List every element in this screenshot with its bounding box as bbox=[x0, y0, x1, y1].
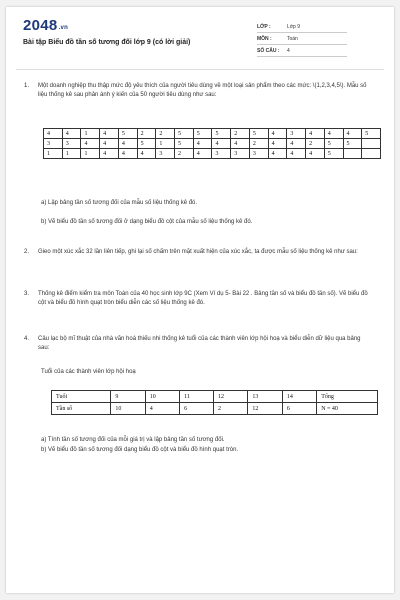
table-cell: 4 bbox=[287, 149, 306, 159]
question-number: 3. bbox=[24, 291, 30, 297]
table-cell: 4 bbox=[145, 403, 179, 415]
table-cell: 4 bbox=[100, 149, 119, 159]
table-cell: 1 bbox=[81, 129, 100, 139]
question-part: a) Lập bảng tần số tương đối của mẫu số liệu thống kê đó. bbox=[41, 200, 198, 206]
document-page bbox=[6, 7, 394, 593]
question-part: b) Vẽ biểu đồ tần số tương đối ở dạng biểu đồ cột của mẫu số liệu thống kê đó. bbox=[41, 219, 253, 225]
table-cell: N = 40 bbox=[317, 403, 378, 415]
table-cell: 2 bbox=[137, 129, 156, 139]
table-cell: 3 bbox=[156, 149, 175, 159]
question-number: 2. bbox=[24, 249, 30, 255]
table-cell: 4 bbox=[324, 129, 343, 139]
table-cell bbox=[362, 139, 381, 149]
table-cell: 2 bbox=[249, 139, 268, 149]
table-cell: 3 bbox=[62, 139, 81, 149]
meta-class bbox=[257, 24, 347, 30]
table-cell: Tổng bbox=[317, 391, 378, 403]
table-cell: 2 bbox=[214, 403, 248, 415]
question-text: Thống kê điểm kiểm tra môn Toán của 40 học sinh lớp 9C (Xem Ví dụ 5- Bài 22 . Bảng tần số và biểu đồ tần số). Vẽ biểu đồ cột và biểu đồ hình quạt tròn biểu diễn các số liệu thống kê đó. bbox=[38, 291, 368, 306]
table-cell: 6 bbox=[180, 403, 214, 415]
table-cell: 4 bbox=[118, 149, 137, 159]
table-cell: 5 bbox=[249, 129, 268, 139]
table-cell: 4 bbox=[268, 129, 287, 139]
table-cell: 3 bbox=[44, 139, 63, 149]
table-cell: 4 bbox=[306, 129, 325, 139]
table-row bbox=[44, 129, 381, 139]
table-cell: 4 bbox=[118, 139, 137, 149]
meta-label: SỐ CÂU : bbox=[257, 48, 280, 54]
question-part: b) Vẽ biểu đồ tần số tương đối dạng biểu đồ cột và biểu đồ hình quạt tròn. bbox=[41, 447, 239, 453]
table-cell bbox=[362, 149, 381, 159]
table-cell: 5 bbox=[175, 129, 194, 139]
logo-text: 2048 bbox=[23, 17, 58, 34]
question-4 bbox=[24, 335, 373, 353]
table-cell: 4 bbox=[268, 149, 287, 159]
table-caption: Tuổi của các thành viên lớp hội hoạ bbox=[41, 369, 136, 375]
table-cell: 11 bbox=[180, 391, 214, 403]
table-cell: 5 bbox=[212, 129, 231, 139]
meta-value: Toán bbox=[287, 36, 298, 42]
table-cell: 1 bbox=[62, 149, 81, 159]
divider bbox=[257, 56, 347, 57]
table-cell: Tuổi bbox=[52, 391, 111, 403]
table-cell: 5 bbox=[324, 139, 343, 149]
table-row bbox=[44, 139, 381, 149]
table-cell: 5 bbox=[193, 129, 212, 139]
table-cell: 5 bbox=[343, 139, 362, 149]
table-cell: 1 bbox=[156, 139, 175, 149]
table-cell: 4 bbox=[100, 129, 119, 139]
meta-value: 4 bbox=[287, 48, 290, 54]
table-cell: 9 bbox=[111, 391, 145, 403]
question-part: a) Tính tần số tương đối của mỗi giá trị và lập bảng tần số tương đối. bbox=[41, 437, 225, 443]
divider bbox=[257, 32, 347, 33]
table-cell: 5 bbox=[324, 149, 343, 159]
table-row bbox=[52, 403, 378, 415]
table-cell: 14 bbox=[282, 391, 316, 403]
table-cell: 4 bbox=[287, 139, 306, 149]
data-table-q4 bbox=[51, 390, 378, 415]
meta-subject bbox=[257, 36, 347, 42]
document-title: Bài tập Biểu đồ tần số tương đối lớp 9 (có lời giải) bbox=[23, 39, 191, 46]
meta-value: Lớp 9 bbox=[287, 24, 301, 30]
site-logo[interactable] bbox=[23, 17, 68, 34]
question-number: 4. bbox=[24, 336, 30, 342]
table-cell: 10 bbox=[145, 391, 179, 403]
table-cell: 4 bbox=[193, 149, 212, 159]
table-cell: 10 bbox=[111, 403, 145, 415]
question-3 bbox=[24, 290, 376, 308]
question-text: Một doanh nghiệp thu thập mức độ yêu thích của người tiêu dùng về một loại sản phẩm theo các mức: \(1,2,3,4,5\). Mẫu số liệu thống kê sau phản ánh ý kiến của 50 người tiêu dùng như sau: bbox=[38, 83, 367, 98]
meta-label: LỚP : bbox=[257, 24, 271, 30]
table-cell: 5 bbox=[362, 129, 381, 139]
table-cell: 12 bbox=[214, 391, 248, 403]
table-cell: 3 bbox=[249, 149, 268, 159]
logo-suffix: .vn bbox=[58, 25, 69, 31]
table-cell: 4 bbox=[81, 139, 100, 149]
table-cell: 2 bbox=[231, 129, 250, 139]
table-cell: 13 bbox=[248, 391, 282, 403]
table-cell: 2 bbox=[156, 129, 175, 139]
table-row bbox=[44, 149, 381, 159]
table-cell: 12 bbox=[248, 403, 282, 415]
table-row bbox=[52, 391, 378, 403]
header-divider bbox=[16, 69, 384, 70]
question-text: Câu lạc bộ mĩ thuật của nhà văn hoá thiếu nhi thống kê tuổi của các thành viên lớp hội hoạ và biểu diễn dữ liệu qua bảng sau: bbox=[38, 336, 361, 351]
table-cell: 4 bbox=[343, 129, 362, 139]
table-cell: 3 bbox=[212, 149, 231, 159]
question-1 bbox=[24, 82, 373, 100]
table-cell: 4 bbox=[268, 139, 287, 149]
table-cell: 2 bbox=[175, 149, 194, 159]
table-cell: 4 bbox=[137, 149, 156, 159]
table-cell: Tần số bbox=[52, 403, 111, 415]
table-cell: 2 bbox=[306, 139, 325, 149]
table-cell: 5 bbox=[137, 139, 156, 149]
table-cell: 6 bbox=[282, 403, 316, 415]
table-cell: 4 bbox=[231, 139, 250, 149]
table-cell: 3 bbox=[287, 129, 306, 139]
table-cell bbox=[343, 149, 362, 159]
table-cell: 4 bbox=[44, 129, 63, 139]
question-text: Gieo một xúc xắc 32 lần liên tiếp, ghi lại số chấm trên mặt xuất hiện của xúc xắc, ta được mẫu số liệu thống kê như sau: bbox=[38, 249, 358, 255]
table-cell: 1 bbox=[81, 149, 100, 159]
meta-count bbox=[257, 48, 347, 54]
table-cell: 4 bbox=[212, 139, 231, 149]
table-cell: 4 bbox=[100, 139, 119, 149]
table-cell: 5 bbox=[118, 129, 137, 139]
table-cell: 4 bbox=[306, 149, 325, 159]
meta-label: MÔN : bbox=[257, 36, 272, 42]
table-cell: 4 bbox=[193, 139, 212, 149]
question-2 bbox=[24, 248, 373, 257]
table-cell: 4 bbox=[62, 129, 81, 139]
question-number: 1. bbox=[24, 83, 30, 89]
table-cell: 3 bbox=[231, 149, 250, 159]
data-table-q1 bbox=[43, 128, 381, 159]
table-cell: 1 bbox=[44, 149, 63, 159]
divider bbox=[257, 44, 347, 45]
table-cell: 5 bbox=[175, 139, 194, 149]
